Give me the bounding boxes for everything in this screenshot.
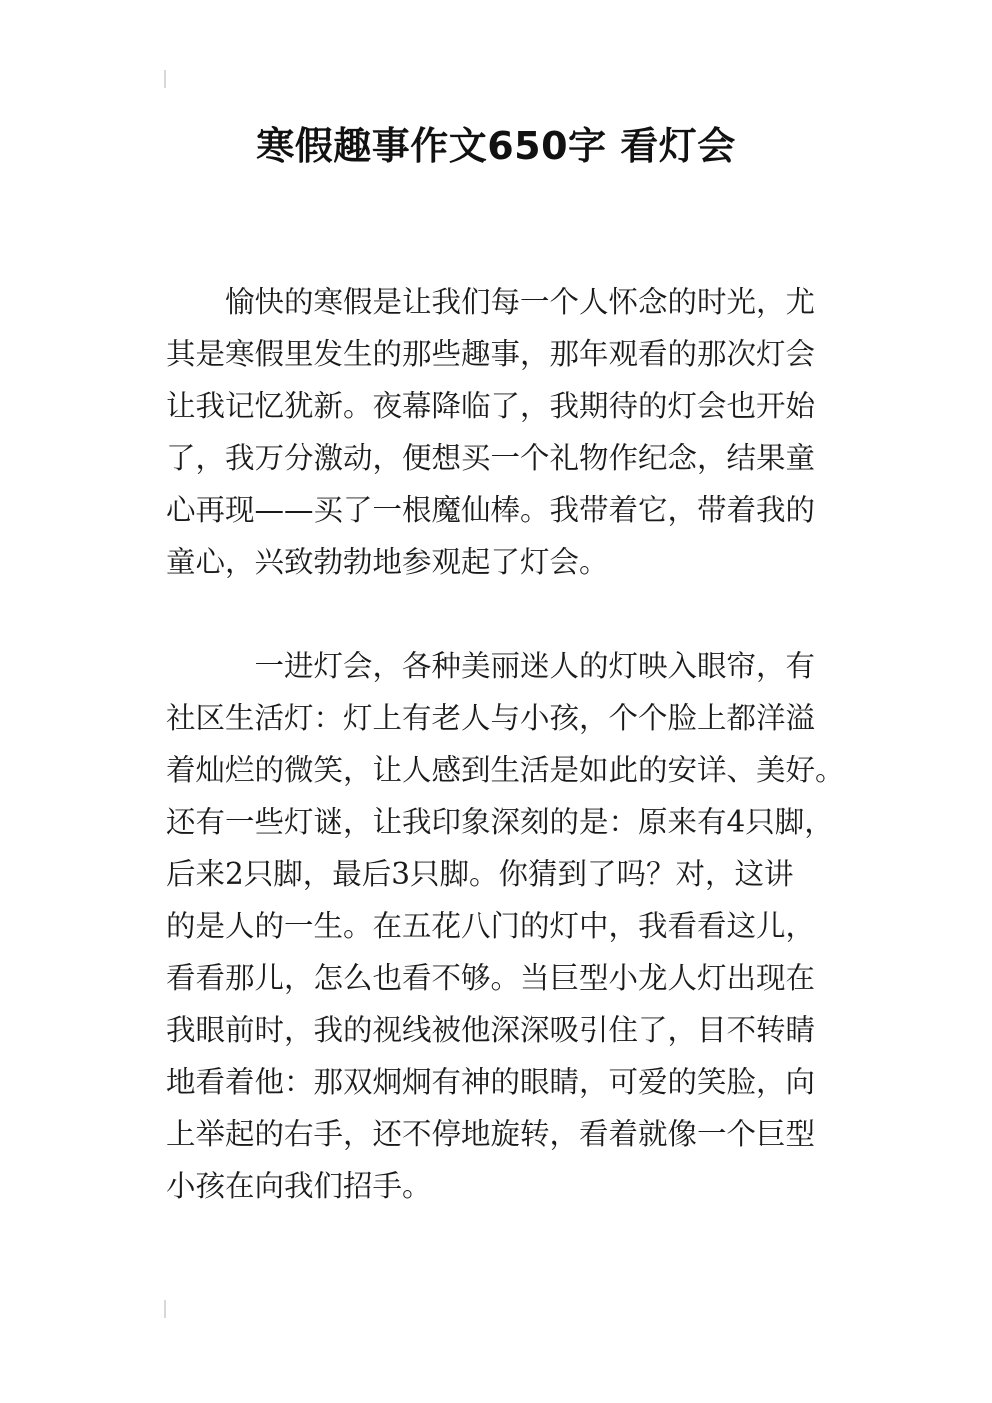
document-title: 寒假趣事作文650字 看灯会 xyxy=(256,124,736,168)
paragraph-line: 心再现——买了一根魔仙棒。我带着它，带着我的 xyxy=(166,493,816,527)
paragraph-line: 了，我万分激动，便想买一个礼物作纪念，结果童 xyxy=(166,441,816,475)
paragraph-line: 一进灯会，各种美丽迷人的灯映入眼帘，有 xyxy=(166,649,816,683)
paragraph-line: 愉快的寒假是让我们每一个人怀念的时光，尤 xyxy=(166,285,816,319)
paragraph-line: 地看着他：那双炯炯有神的眼睛，可爱的笑脸，向 xyxy=(166,1065,816,1099)
paragraph-2 xyxy=(166,640,845,1212)
paragraph-line: 还有一些灯谜，让我印象深刻的是：原来有4只脚， xyxy=(166,805,834,839)
paragraph-line: 社区生活灯：灯上有老人与小孩，个个脸上都洋溢 xyxy=(166,701,816,735)
paragraph-line: 看看那儿，怎么也看不够。当巨型小龙人灯出现在 xyxy=(166,961,816,995)
paragraph-line: 其是寒假里发生的那些趣事，那年观看的那次灯会 xyxy=(166,337,816,371)
margin-mark-top xyxy=(164,70,166,88)
paragraph-line: 我眼前时，我的视线被他深深吸引住了，目不转睛 xyxy=(166,1013,816,1047)
paragraph-line: 的是人的一生。在五花八门的灯中，我看看这儿， xyxy=(166,909,816,943)
paragraph-line: 让我记忆犹新。夜幕降临了，我期待的灯会也开始 xyxy=(166,389,816,423)
margin-mark-bottom xyxy=(164,1300,166,1318)
paragraph-1 xyxy=(166,276,832,588)
paragraph-line: 童心，兴致勃勃地参观起了灯会。 xyxy=(166,545,609,579)
paragraph-line: 着灿烂的微笑，让人感到生活是如此的安详、美好。 xyxy=(166,753,845,787)
paragraph-line: 小孩在向我们招手。 xyxy=(166,1169,432,1203)
paragraph-line: 后来2只脚，最后3只脚。你猜到了吗？对，这讲 xyxy=(166,857,794,891)
paragraph-line: 上举起的右手，还不停地旋转，看着就像一个巨型 xyxy=(166,1117,816,1151)
